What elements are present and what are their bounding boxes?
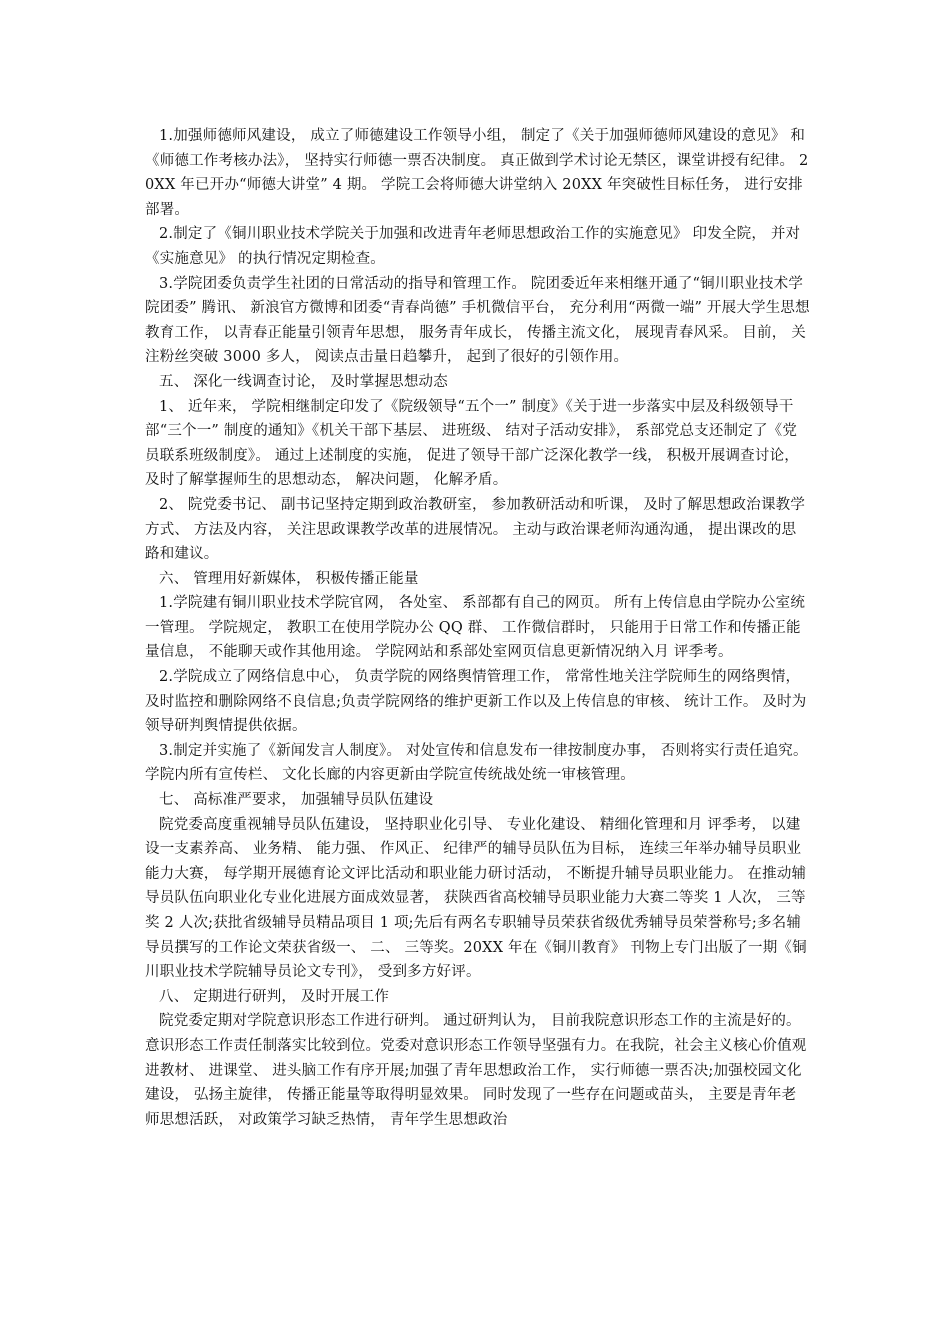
paragraph: 2.制定了《铜川职业技术学院关于加强和改进青年老师思想政治工作的实施意见》 印发全院， 并对《实施意见》 的执行情况定期检查。 — [145, 226, 801, 267]
section-heading: 八、 定期进行研判， 及时开展工作 — [159, 988, 390, 1005]
paragraph: 3.学院团委负责学生社团的日常活动的指导和管理工作。 院团委近年来相继开通了“铜川职业技术学院团委” 腾讯、 新浪官方微博和团委“青春尚德” 手机微信平台， 充分利用“两微一端” 开展大学生思想教育工作， 以青春正能量引领青年思想， 服务青年成长， 传播主流文化， 展现青春风采。 目前， 关注粉丝突破 3000 多人， 阅读点击量日趋攀升， 起到了很好的引领作用。 — [145, 275, 810, 366]
paragraph: 2.学院成立了网络信息中心， 负责学院的网络舆情管理工作， 常常性地关注学院师生的网络舆情， 及时监控和删除网络不良信息;负责学院网络的维护更新工作以及上传信息的审核、 统计工作。 及时为领导研判舆情提供依据。 — [145, 669, 807, 735]
paragraph: 院党委高度重视辅导员队伍建设， 坚持职业化引导、 专业化建设、 精细化管理和月 评季考， 以建设一支素养高、 业务精、 能力强、 作风正、 纪律严的辅导员队伍为目标， 连续三年举办辅导员职业能力大赛， 每学期开展德育论文评比活动和职业能力研讨活动， 不断提升辅导员职业能力。 在推动辅导员队伍向职业化专业化进展方面成效显著， 获陕西省高校辅导员职业能力大赛二等奖 1 人次， 三等奖 2 人次;获批省级辅导员精品项目 1 项;先后有两名专职辅导员荣获省级优秀辅导员荣誉称号;多名辅导员撰写的工作论文荣获省级一、 二、 三等奖。20XX 年在《铜川教育》 刊物上专门出版了一期《铜川职业技术学院辅导员论文专刊》， 受到多方好评。 — [145, 816, 807, 981]
paragraph: 2、 院党委书记、 副书记坚持定期到政治教研室， 参加教研活动和听课， 及时了解思想政治课教学方式、 方法及内容， 关注思政课教学改革的进展情况。 主动与政治课老师沟通沟通， 提出课改的思路和建议。 — [145, 496, 806, 563]
document-body — [145, 124, 810, 1132]
section-heading: 七、 高标准严要求， 加强辅导员队伍建设 — [159, 792, 434, 809]
paragraph: 1、 近年来， 学院相继制定印发了《院级领导“五个一” 制度》《关于进一步落实中层及科级领导干部“三个一” 制度的通知》《机关干部下基层、 进班级、 结对子活动安排》， 系部党总支还制定了《党员联系班级制度》。 通过上述制度的实施， 促进了领导干部广泛深化教学一线， 积极开展调查讨论， 及时了解掌握师生的思想动态， 解决问题， 化解矛盾。 — [145, 398, 799, 489]
paragraph: 院党委定期对学院意识形态工作进行研判。 通过研判认为， 目前我院意识形态工作的主流是好的。意识形态工作责任制落实比较到位。党委对意识形态工作领导坚强有力。在我院，社会主义核心价值观进教材、 进课堂、 进头脑工作有序开展;加强了青年思想政治工作， 实行师德一票否决;加强校园文化建设， 弘扬主旋律， 传播正能量等取得明显效果。 同时发现了一些存在问题或苗头， 主要是青年老师思想活跃， 对政策学习缺乏热情， 青年学生思想政治 — [145, 1013, 807, 1128]
section-heading: 六、 管理用好新媒体， 积极传播正能量 — [159, 570, 419, 587]
paragraph: 3.制定并实施了《新闻发言人制度》。 对处宣传和信息发布一律按制度办事， 否则将实行责任追究。 学院内所有宣传栏、 文化长廊的内容更新由学院宣传统战处统一审核管理。 — [145, 742, 808, 784]
paragraph: 1.学院建有铜川职业技术学院官网， 各处室、 系部都有自己的网页。 所有上传信息由学院办公室统一管理。 学院规定， 教职工在使用学院办公 QQ 群、 工作微信群时， 只能用于日常工作和传播正能量信息， 不能聊天或作其他用途。 学院网站和系部处室网页信息更新情况纳入月 评季考。 — [145, 595, 806, 661]
section-heading: 五、 深化一线调查讨论， 及时掌握思想动态 — [159, 373, 448, 390]
paragraph: 1.加强师德师风建设， 成立了师德建设工作领导小组， 制定了《关于加强师德师风建设的意见》 和《师德工作考核办法》， 坚持实行师德一票否决制度。 真正做到学术讨论无禁区，课堂讲授有纪律。 20XX 年已开办“师德大讲堂” 4 期。 学院工会将师德大讲堂纳入 20XX 年突破性目标任务， 进行安排部署。 — [145, 128, 809, 218]
